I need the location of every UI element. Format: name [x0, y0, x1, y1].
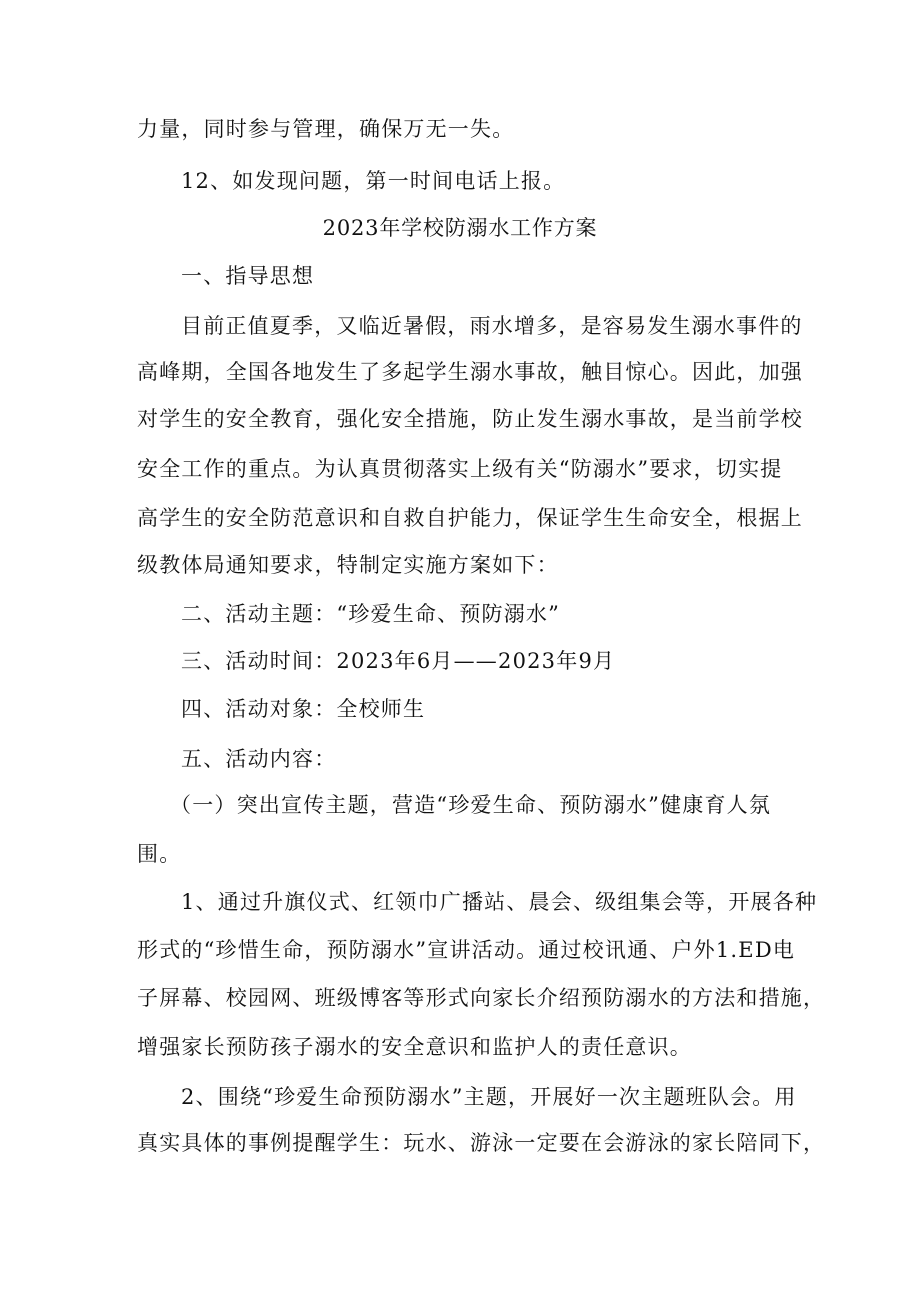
paragraph-line: 目前正值夏季，又临近暑假，雨水增多，是容易发生溺水事件的 — [181, 314, 803, 338]
section-heading: 四、活动对象：全校师生 — [181, 697, 426, 721]
section-heading: 三、活动时间：2023年6月——2023年9月 — [181, 649, 616, 673]
numbered-item-line: 12、如发现问题，第一时间电话上报。 — [181, 169, 566, 193]
paragraph-line: 安全工作的重点。为认真贯彻落实上级有关“防溺水”要求，切实提 — [137, 457, 783, 481]
paragraph-line: 形式的“珍惜生命，预防溺水”宣讲活动。通过校讯通、户外1.ED电 — [137, 938, 796, 962]
paragraph-line: 高学生的安全防范意识和自救自护能力，保证学生生命安全，根据上 — [137, 506, 803, 530]
paragraph-line: 力量，同时参与管理，确保万无一失。 — [137, 117, 515, 141]
paragraph-line: 子屏幕、校园网、班级博客等形式向家长介绍预防溺水的方法和措施， — [137, 986, 826, 1010]
paragraph-line: 真实具体的事例提醒学生：玩水、游泳一定要在会游泳的家长陪同下， — [137, 1131, 826, 1155]
subsection-heading-continued: 围。 — [137, 842, 182, 866]
paragraph-line: 对学生的安全教育，强化安全措施，防止发生溺水事故，是当前学校 — [137, 407, 803, 431]
paragraph-line: 2、围绕“珍爱生命预防溺水”主题，开展好一次主题班队会。用 — [181, 1085, 797, 1109]
document-title: 2023年学校防溺水工作方案 — [322, 216, 598, 240]
subsection-heading: （一）突出宣传主题，营造“珍爱生命、预防溺水”健康育人氛 — [170, 793, 772, 817]
section-heading: 一、指导思想 — [181, 264, 315, 288]
paragraph-line: 级教体局通知要求，特制定实施方案如下： — [137, 553, 559, 577]
paragraph-line: 增强家长预防孩子溺水的安全意识和监护人的责任意识。 — [137, 1035, 692, 1059]
paragraph-line: 高峰期，全国各地发生了多起学生溺水事故，触目惊心。因此，加强 — [137, 360, 803, 384]
paragraph-line: 1、通过升旗仪式、红领巾广播站、晨会、级组集会等，开展各种 — [181, 890, 818, 914]
section-heading: 二、活动主题：“珍爱生命、预防溺水” — [181, 602, 561, 626]
section-heading: 五、活动内容： — [181, 747, 337, 771]
